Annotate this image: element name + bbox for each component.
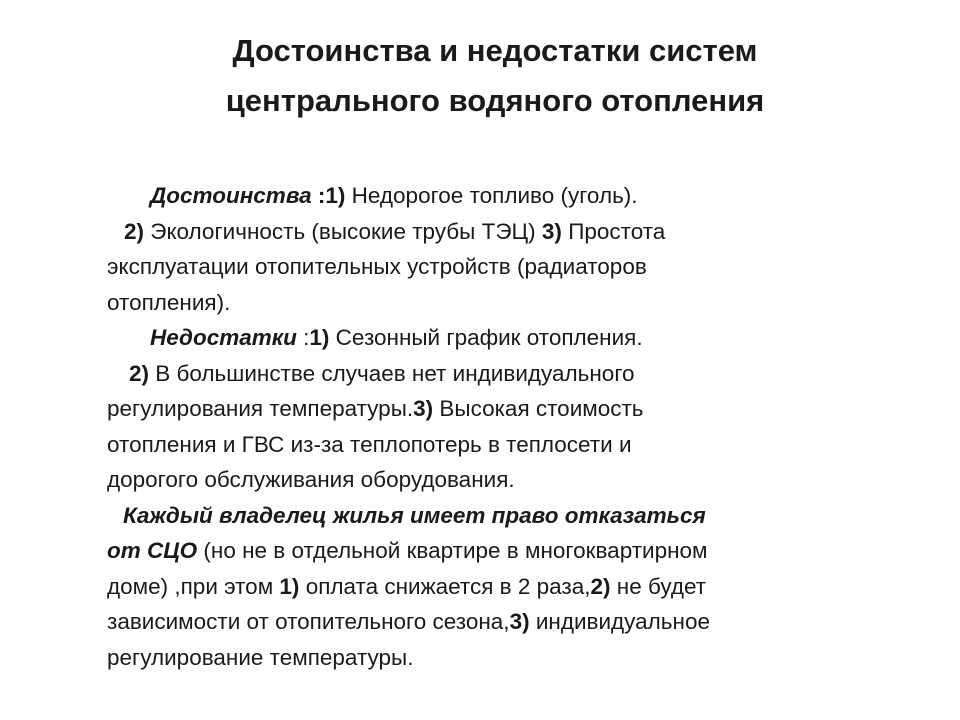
disadvantages-line-5: дорогого обслуживания оборудования. xyxy=(107,467,515,492)
item-text: оплата снижается в 2 раза, xyxy=(299,573,591,599)
right-line-3 xyxy=(107,569,937,605)
disadvantages-heading: Недостатки xyxy=(150,325,297,350)
title-line-2: центрального водяного отопления xyxy=(225,83,765,118)
item-number: 1) xyxy=(279,573,300,599)
item-text: В большинстве случаев нет индивидуального xyxy=(149,360,635,386)
advantages-line-4: отопления). xyxy=(107,289,231,315)
item-number: 2) xyxy=(124,218,145,244)
item-number: 3) xyxy=(541,218,562,244)
colon: : xyxy=(311,183,326,208)
right-line-5: регулирование температуры. xyxy=(107,644,414,670)
disadvantages-line-3 xyxy=(107,391,937,427)
right-line-2 xyxy=(107,533,937,569)
disadvantages-line-1 xyxy=(107,320,937,356)
advantages-line-2 xyxy=(107,214,937,250)
advantages-heading: Достоинства xyxy=(150,183,312,208)
item-number: 3) xyxy=(509,609,530,634)
title-line-1: Достоинства и недостатки систем xyxy=(232,33,758,68)
item-text: Простота xyxy=(561,218,666,244)
advantages-line-3: эксплуатации отопительных устройств (радиаторов xyxy=(107,254,647,279)
item-number: 3) xyxy=(413,396,434,421)
right-line-4 xyxy=(107,604,937,640)
item-text: регулирования температуры. xyxy=(107,396,414,421)
item-text: доме) ,при этом xyxy=(107,573,280,599)
item-text: Экологичность (высокие трубы ТЭЦ) xyxy=(144,218,542,244)
item-number: 2) xyxy=(129,360,150,386)
slide-body xyxy=(107,178,937,675)
right-line-1 xyxy=(107,498,937,534)
right-heading: Каждый владелец жилья имеет право отказаться xyxy=(123,502,706,528)
colon: : xyxy=(296,325,310,350)
disadvantages-line-2 xyxy=(107,356,937,392)
item-text: не будет xyxy=(610,573,707,599)
item-number: 2) xyxy=(590,573,611,599)
item-text: зависимости от отопительного сезона, xyxy=(107,609,510,634)
item-text: Высокая стоимость xyxy=(433,396,644,421)
item-text: Сезонный график отопления. xyxy=(329,325,643,350)
slide-title xyxy=(0,26,960,126)
disadvantages-line-4: отопления и ГВС из-за теплопотерь в теплосети и xyxy=(107,431,632,457)
item-number: 1) xyxy=(309,325,330,350)
item-number: 1) xyxy=(325,183,346,208)
item-text: индивидуальное xyxy=(529,609,710,634)
item-text: (но не в отдельной квартире в многоквартирном xyxy=(197,538,708,563)
advantages-line-1 xyxy=(107,178,937,214)
item-text: Недорогое топливо (уголь). xyxy=(345,183,638,208)
right-heading-end: от СЦО xyxy=(107,538,198,563)
